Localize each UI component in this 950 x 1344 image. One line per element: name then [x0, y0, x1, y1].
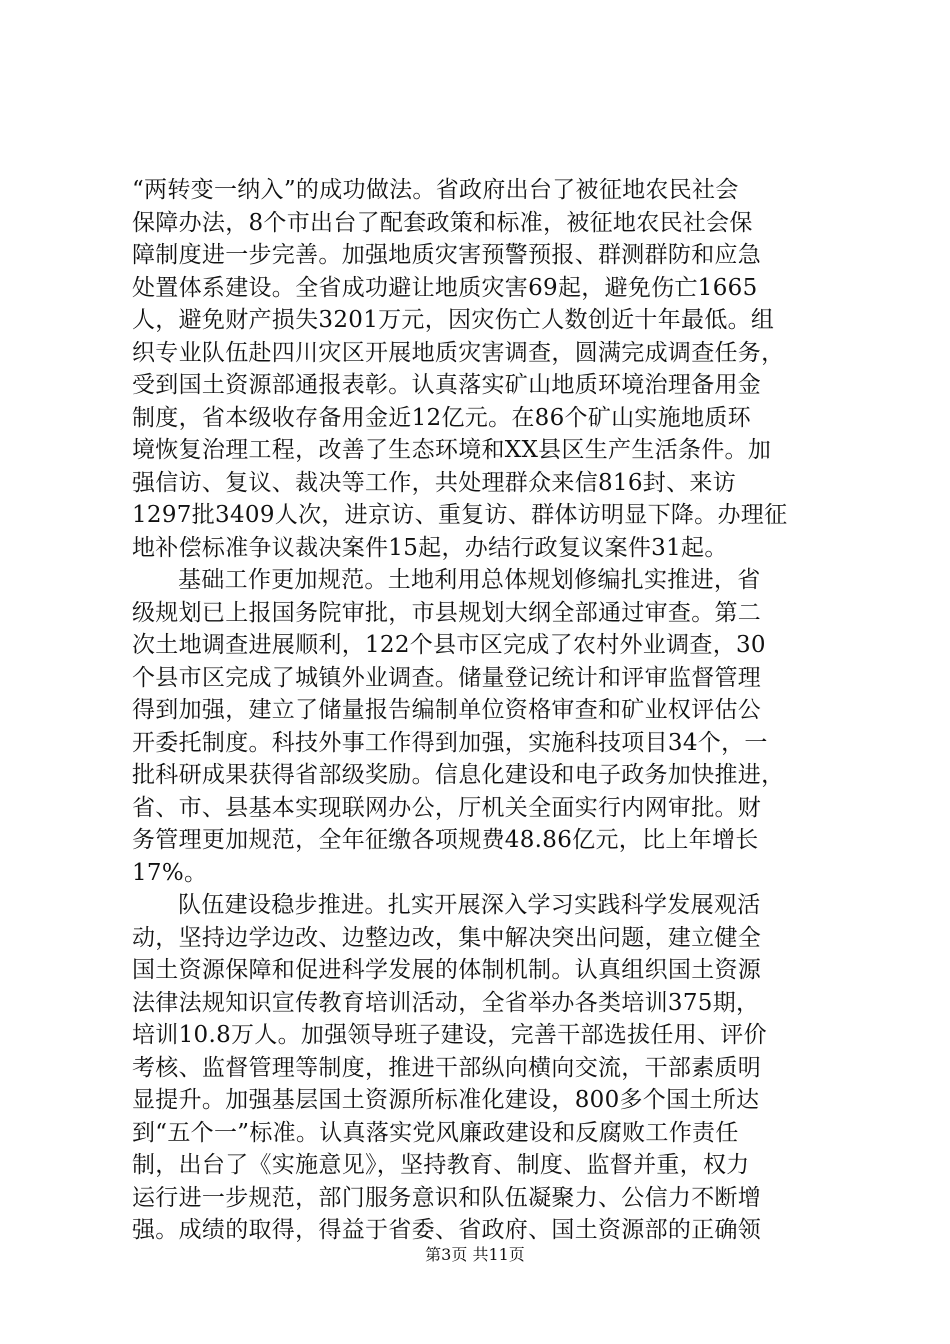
- text-line: 障制度进一步完善。加强地质灾害预警预报、群测群防和应急: [132, 242, 762, 268]
- text-line: 人，避免财产损失3201万元，因灾伤亡人数创近十年最低。组: [132, 307, 775, 333]
- text-line: 次土地调查进展顺利，122个县市区完成了农村外业调查，30: [132, 632, 766, 658]
- document-body: [132, 174, 832, 1247]
- text-line: 强。成绩的取得，得益于省委、省政府、国土资源部的正确领: [132, 1217, 762, 1243]
- text-line: 1297批3409人次，进京访、重复访、群体访明显下降。办理征: [132, 502, 788, 528]
- text-line: 到“五个一”标准。认真落实党风廉政建设和反腐败工作责任: [132, 1119, 739, 1146]
- text-line: 级规划已上报国务院审批，市县规划大纲全部通过审查。第二: [132, 599, 762, 626]
- text-line: 得到加强，建立了储量报告编制单位资格审查和矿业权评估公: [132, 697, 762, 723]
- text-line: 个县市区完成了城镇外业调查。储量登记统计和评审监督管理: [132, 664, 762, 691]
- text-line: 处置体系建设。全省成功避让地质灾害69起，避免伤亡1665: [132, 274, 758, 301]
- text-line: 法律法规知识宣传教育培训活动，全省举办各类培训375期，: [132, 989, 760, 1016]
- text-line: “两转变一纳入”的成功做法。省政府出台了被征地农民社会: [132, 177, 739, 203]
- text-line: 国土资源保障和促进科学发展的体制机制。认真组织国土资源: [132, 957, 762, 983]
- text-line: 受到国土资源部通报表彰。认真落实矿山地质环境治理备用金: [132, 372, 762, 398]
- text-line: 开委托制度。科技外事工作得到加强，实施科技项目34个，一: [132, 729, 768, 756]
- page-number-footer: 第3页 共11页: [425, 1245, 525, 1264]
- text-line: 务管理更加规范，全年征缴各项规费48.86亿元，比上年增长: [132, 827, 759, 853]
- paragraph-start-line: 队伍建设稳步推进。扎实开展深入学习实践科学发展观活: [178, 892, 761, 918]
- text-line: 17%。: [132, 859, 208, 886]
- text-line: 省、市、县基本实现联网办公，厅机关全面实行内网审批。财: [132, 794, 762, 821]
- text-line: 强信访、复议、裁决等工作，共处理群众来信816封、来访: [132, 469, 736, 496]
- text-line: 显提升。加强基层国土资源所标准化建设，800多个国土所达: [132, 1087, 760, 1113]
- text-line: 织专业队伍赴四川灾区开展地质灾害调查，圆满完成调查任务，: [132, 339, 785, 366]
- text-line: 制，出台了《实施意见》，坚持教育、制度、监督并重，权力: [132, 1152, 750, 1178]
- text-line: 动，坚持边学边改、边整边改，集中解决突出问题，建立健全: [132, 924, 762, 951]
- text-line: 运行进一步规范，部门服务意识和队伍凝聚力、公信力不断增: [132, 1184, 762, 1211]
- text-line: 制度，省本级收存备用金近12亿元。在86个矿山实施地质环: [132, 404, 751, 431]
- text-line: 地补偿标准争议裁决案件15起，办结行政复议案件31起。: [132, 534, 728, 561]
- paragraph-start-line: 基础工作更加规范。土地利用总体规划修编扎实推进，省: [178, 567, 761, 593]
- text-line: 考核、监督管理等制度，推进干部纵向横向交流，干部素质明: [132, 1054, 762, 1081]
- text-line: 批科研成果获得省部级奖励。信息化建设和电子政务加快推进，: [132, 762, 785, 788]
- text-line: 境恢复治理工程，改善了生态环境和XX县区生产生活条件。加: [132, 437, 772, 463]
- text-line: 保障办法，8个市出台了配套政策和标准，被征地农民社会保: [132, 209, 753, 236]
- text-line: 培训10.8万人。加强领导班子建设，完善干部选拔任用、评价: [132, 1022, 767, 1048]
